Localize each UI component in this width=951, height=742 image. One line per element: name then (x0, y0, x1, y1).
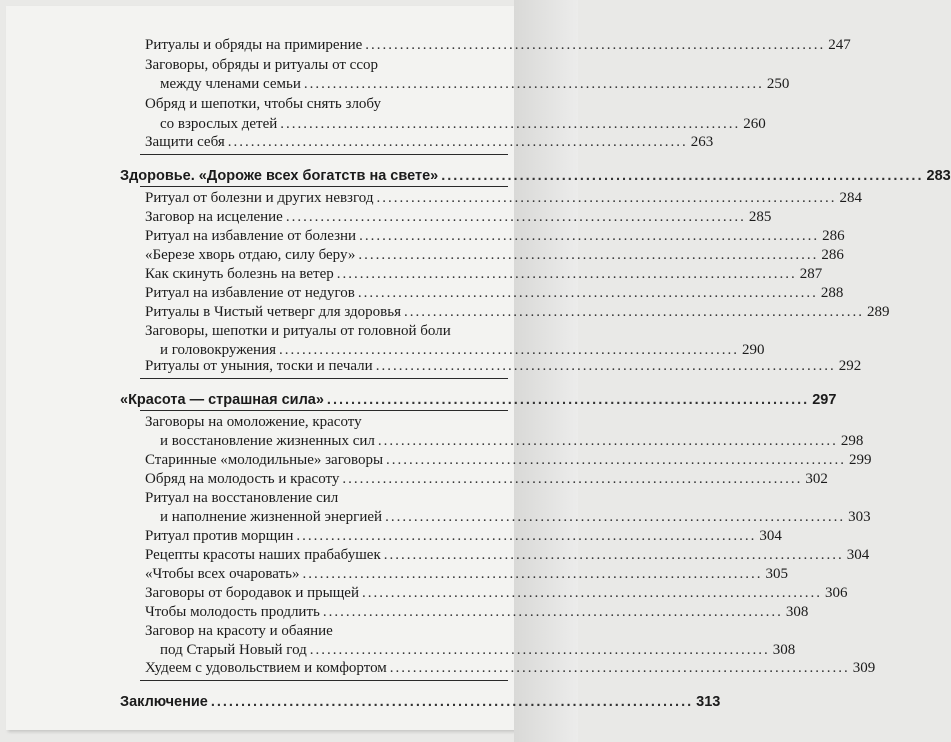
divider (140, 410, 508, 411)
toc-entry[interactable] (145, 189, 862, 207)
toc-entry[interactable] (145, 357, 862, 375)
toc-entry-page: 309 (852, 660, 876, 676)
toc-entry-page: 263 (690, 134, 714, 150)
divider (140, 154, 508, 155)
divider (140, 378, 508, 379)
toc-entry[interactable] (160, 115, 766, 133)
toc-entry[interactable] (145, 36, 851, 54)
toc-entry-page: 303 (848, 509, 871, 525)
dot-leader: ................................................................................ (210, 694, 694, 710)
toc-section-title: «Красота — страшная сила» (120, 392, 324, 408)
toc-entry-page: 298 (840, 433, 864, 449)
toc-entry-page: 289 (867, 304, 890, 320)
toc-entry[interactable] (145, 303, 890, 321)
divider (140, 186, 508, 187)
toc-entry-title: Заговоры от бородавок и прыщей (145, 585, 359, 601)
toc-entry-title[interactable]: Заговоры, шепотки и ритуалы от головной боли (145, 323, 451, 339)
dot-leader: ................................................................................ (280, 116, 741, 132)
toc-entry-title: Ритуал от болезни и других невзгод (145, 190, 374, 206)
toc-entry-title: Ритуал против морщин (145, 528, 294, 544)
dot-leader: ................................................................................ (357, 285, 818, 301)
toc-entry-page: 260 (743, 116, 766, 132)
toc-section[interactable] (120, 167, 951, 185)
toc-section[interactable] (120, 391, 837, 409)
toc-entry-title[interactable]: Обряд и шепотки, чтобы снять злобу (145, 96, 381, 112)
dot-leader: ................................................................................ (359, 228, 820, 244)
dot-leader: ................................................................................ (376, 190, 837, 206)
toc-entry-title: «Чтобы всех очаровать» (145, 566, 300, 582)
toc-section-page: 313 (696, 694, 721, 710)
toc-entry-title[interactable]: Заговоры на омоложение, красоту (145, 414, 362, 430)
dot-leader: ................................................................................ (386, 452, 847, 468)
toc-entry-title-continued: и головокружения (160, 342, 276, 358)
toc-entry-title-continued: и наполнение жизненной энергией (160, 509, 383, 525)
toc-section[interactable] (120, 693, 721, 711)
toc-entry-page: 292 (838, 358, 862, 374)
toc-entry[interactable] (160, 641, 796, 659)
toc-entry[interactable] (145, 565, 788, 583)
dot-leader: ................................................................................ (326, 392, 810, 408)
dot-leader: ................................................................................ (404, 304, 864, 320)
toc-entry[interactable] (145, 527, 782, 545)
dot-leader: ................................................................................ (358, 247, 819, 263)
dot-leader: ................................................................................ (279, 342, 739, 358)
toc-entry-page: 306 (825, 585, 848, 601)
toc-entry[interactable] (145, 284, 844, 302)
toc-entry-page: 290 (742, 342, 765, 358)
toc-entry-title-continued: со взрослых детей (160, 116, 278, 132)
toc-entry-page: 286 (822, 228, 845, 244)
toc-entry-page: 287 (799, 266, 823, 282)
toc-section-page: 283 (926, 168, 951, 184)
toc-entry-title-continued: под Старый Новый год (160, 642, 307, 658)
toc-entry-title: Ритуалы в Чистый четверг для здоровья (145, 304, 401, 320)
toc-entry[interactable] (160, 75, 790, 93)
toc-entry[interactable] (145, 584, 848, 602)
dot-leader: ................................................................................ (342, 471, 803, 487)
toc-entry-page: 284 (839, 190, 862, 206)
toc-entry[interactable] (160, 508, 871, 526)
dot-leader: ................................................................................ (389, 660, 850, 676)
toc-entry-title: Обряд на молодость и красоту (145, 471, 340, 487)
toc-entry-page: 250 (766, 76, 790, 92)
toc-entry-page: 304 (846, 547, 870, 563)
dot-leader: ................................................................................ (383, 547, 844, 563)
toc-entry-title: Ритуалы и обряды на примирение (145, 37, 363, 53)
dot-leader: ................................................................................ (336, 266, 797, 282)
toc-entry-title: Старинные «молодильные» заговоры (145, 452, 384, 468)
dot-leader: ................................................................................ (377, 433, 838, 449)
toc-entry-title: Ритуал на избавление от болезни (145, 228, 357, 244)
toc-entry[interactable] (145, 208, 772, 226)
toc-entry-page: 299 (849, 452, 872, 468)
toc-entry-title: Худеем с удовольствием и комфортом (145, 660, 387, 676)
toc-entry-title-continued: и восстановление жизненных сил (160, 433, 375, 449)
dot-leader: ................................................................................ (285, 209, 746, 225)
toc-section-title: Заключение (120, 694, 208, 710)
toc-entry[interactable] (145, 451, 872, 469)
toc-entry-title: Защити себя (145, 134, 225, 150)
toc-entry-title[interactable]: Заговор на красоту и обаяние (145, 623, 333, 639)
toc-entry-page: 302 (805, 471, 828, 487)
dot-leader: ................................................................................ (362, 585, 822, 601)
toc-entry-title: Ритуал на избавление от недугов (145, 285, 355, 301)
toc-entry-page: 308 (772, 642, 796, 658)
toc-entry-title: «Березе хворь отдаю, силу беру» (145, 247, 356, 263)
toc-entry[interactable] (145, 246, 844, 264)
toc-section-title: Здоровье. «Дороже всех богатств на свете» (120, 168, 439, 184)
toc-entry-page: 305 (765, 566, 788, 582)
toc-entry-title: Как скинуть болезнь на ветер (145, 266, 334, 282)
toc-entry-page: 285 (748, 209, 772, 225)
toc-entry[interactable] (145, 659, 876, 677)
dot-leader: ................................................................................ (302, 566, 763, 582)
toc-entry-page: 286 (821, 247, 844, 263)
dot-leader: ................................................................................ (385, 509, 846, 525)
toc-entry-page: 308 (785, 604, 809, 620)
toc-entry[interactable] (145, 470, 828, 488)
dot-leader: ................................................................................ (441, 168, 924, 184)
toc-entry-title[interactable]: Заговоры, обряды и ритуалы от ссор (145, 57, 378, 73)
toc-entry-title: Рецепты красоты наших прабабушек (145, 547, 381, 563)
dot-leader: ................................................................................ (365, 37, 826, 53)
dot-leader: ................................................................................ (322, 604, 783, 620)
toc-entry-title: Ритуалы от уныния, тоски и печали (145, 358, 373, 374)
dot-leader: ................................................................................ (303, 76, 764, 92)
dot-leader: ................................................................................ (296, 528, 757, 544)
toc-entry[interactable] (145, 265, 823, 283)
toc-entry-page: 247 (828, 37, 851, 53)
toc-entry[interactable] (145, 603, 809, 621)
toc-entry[interactable] (160, 432, 864, 450)
toc-entry[interactable] (145, 546, 870, 564)
toc-section-page: 297 (812, 392, 837, 408)
toc-entry-title: Заговор на исцеление (145, 209, 283, 225)
toc-entry-title[interactable]: Ритуал на восстановление сил (145, 490, 339, 506)
dot-leader: ................................................................................ (227, 134, 688, 150)
dot-leader: ................................................................................ (309, 642, 770, 658)
toc-entry-page: 288 (820, 285, 844, 301)
toc-entry[interactable] (145, 227, 845, 245)
toc-entry-title: Чтобы молодость продлить (145, 604, 320, 620)
toc-entry-title-continued: между членами семьи (160, 76, 301, 92)
dot-leader: ................................................................................ (375, 358, 836, 374)
toc-entry-page: 304 (759, 528, 782, 544)
toc-entry[interactable] (145, 133, 714, 151)
divider (140, 680, 508, 681)
